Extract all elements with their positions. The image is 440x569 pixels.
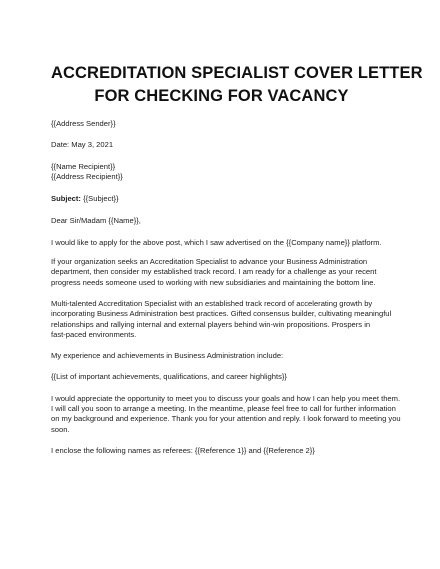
paragraph-line: fast-paced environments. [51,329,137,339]
sender-address: {{Address Sender}} [51,119,116,128]
paragraph-line: relationships and rallying internal and external players behind win-win propositions. Prospers in [51,319,371,329]
paragraph-line: department, then consider my established track record. I am ready for a challenge as your recent [51,267,377,277]
paragraph-5 [51,372,400,382]
salutation: Dear Sir/Madam {{Name}}, [51,216,141,226]
letter-body [51,119,400,456]
paragraph-2 [51,257,400,288]
paragraph-line: progress needs someone used to working with new subsidiaries and maintaining the bottom line. [51,277,376,287]
paragraph-line: My experience and achievements in Business Administration include: [51,351,284,361]
paragraph-line: incorporating Business Administration best practices. Gifted consensus builder, cultivating meaningful [51,309,392,319]
paragraph-1 [51,238,400,248]
paragraph-line: I would like to apply for the above post, which I saw advertised on the {{Company name}} platform. [51,237,382,247]
subject-value: {{Subject}} [80,194,119,204]
subject-label: Subject: [51,194,81,204]
title-line-2: FOR CHECKING FOR VACANCY [94,87,349,105]
paragraph-line: I enclose the following names as referees: {{Reference 1}} and {{Reference 2}} [51,445,315,455]
paragraph-line: Multi-talented Accreditation Specialist with an established track record of accelerating growth by [51,298,373,308]
document-title [51,62,423,108]
paragraph-line: If your organization seeks an Accreditation Specialist to advance your Business Administration [51,257,368,267]
paragraph-line: on my background and experience. Thank you for your attention and reply. I look forward to meeting you [51,414,401,424]
recipient-address: {{Address Recipient}} [51,171,123,181]
paragraph-4 [51,351,400,361]
paragraph-line: I will call you soon to arrange a meeting. In the meantime, please feel free to call for further information [51,404,396,414]
recipient-name: {{Name Recipient}} [51,161,116,171]
subject-line [51,194,400,204]
paragraph-3 [51,299,400,340]
paragraph-6 [51,394,400,435]
paragraph-7 [51,446,400,456]
letter-date: Date: May 3, 2021 [51,140,114,150]
paragraph-line: {{List of important achievements, qualifications, and career highlights}} [51,372,287,382]
paragraph-line: soon. [51,424,70,434]
paragraph-line: I would appreciate the opportunity to meet you to discuss your goals and how I can help you meet them. [51,393,401,403]
title-line-1: ACCREDITATION SPECIALIST COVER LETTER [51,64,423,82]
